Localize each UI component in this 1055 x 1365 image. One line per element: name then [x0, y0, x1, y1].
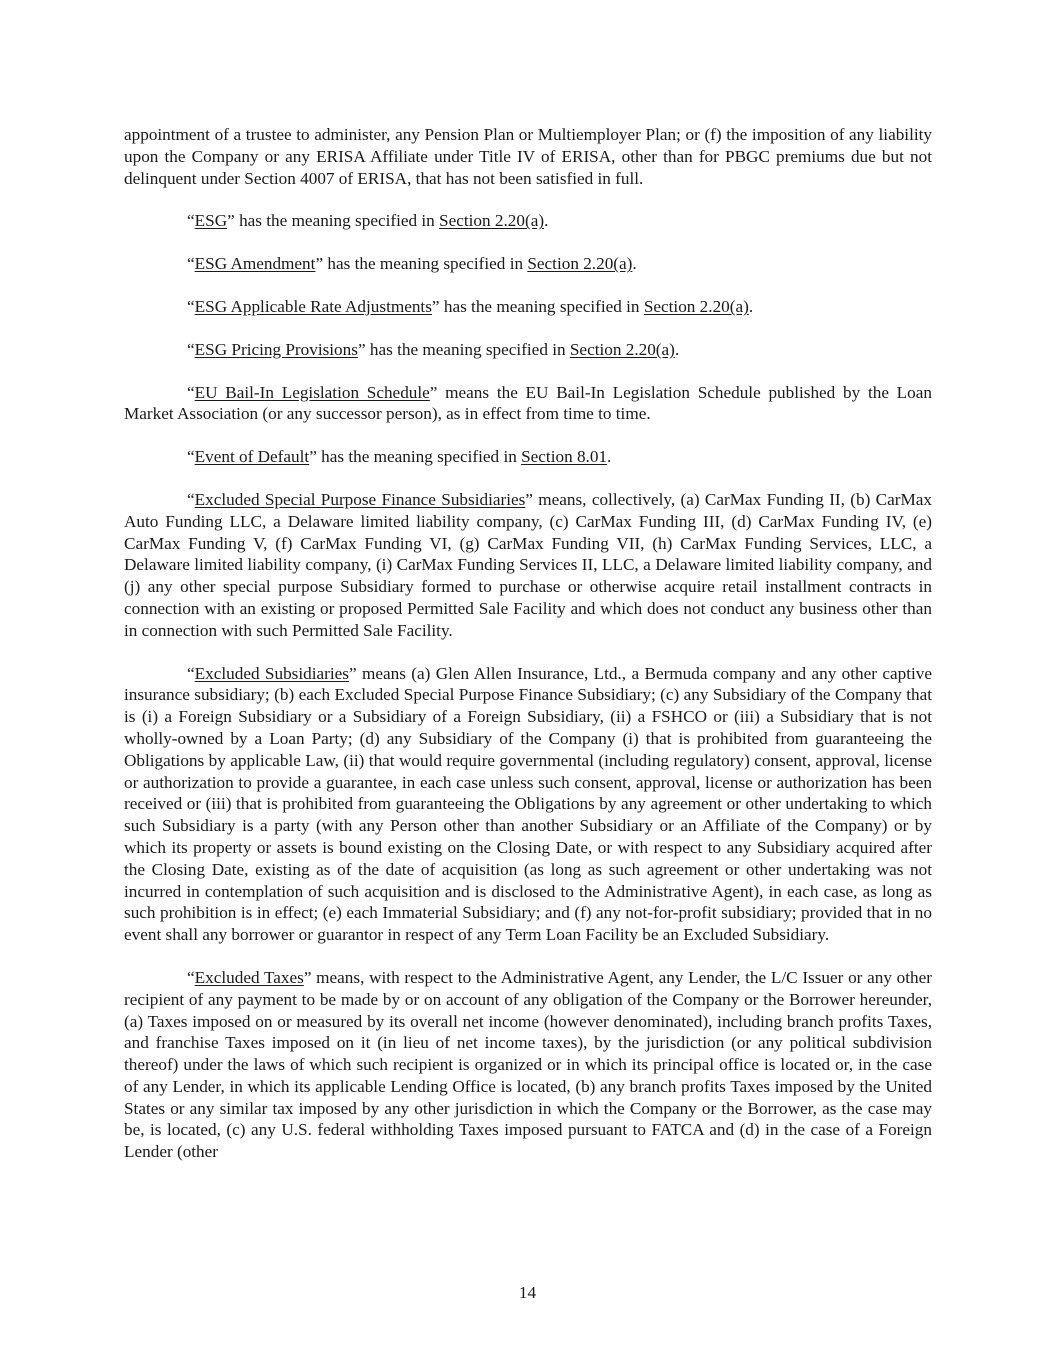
- definition-text: means, collectively, (a) CarMax Funding II, (b) CarMax Auto Funding LLC, a Delaware limited liability company, (c) CarMax Funding III, (d) CarMax Funding IV, (e) CarMax Funding V, (f) CarMax Funding VI, (g) CarMax Funding VII, (h) CarMax Funding Services, LLC, a Delaware limited liability company, (i) CarMax Funding Services II, LLC, a Delaware limited liability company, and (j) any other special purpose Subsidiary formed to purchase or otherwise acquire retail installment contracts in connection with an existing or proposed Permitted Sale Facility and which does not conduct any business other than in connection with such Permitted Sale Facility.: [124, 489, 932, 640]
- section-reference: Section 2.20(a): [527, 254, 633, 274]
- close-quote: ”: [431, 296, 440, 316]
- section-reference: Section 8.01: [521, 447, 608, 467]
- definition-text: has the meaning specified in: [323, 254, 528, 274]
- close-quote: ”: [429, 382, 438, 402]
- definition-end: .: [544, 211, 549, 231]
- open-quote: “: [187, 663, 195, 683]
- paragraph-erisa-continuation: appointment of a trustee to administer, any Pension Plan or Multiemployer Plan; or (f) the imposition of any liability upon the Company or any ERISA Affiliate under Title IV of ERISA, other than for PBGC premiums due but not delinquent under Section 4007 of ERISA, that has not been satisfied in full.: [124, 125, 932, 188]
- definition-excluded-taxes: [124, 967, 932, 1163]
- open-quote: “: [187, 447, 195, 467]
- definition-esg: [124, 210, 932, 232]
- definition-text: has the meaning specified in: [316, 447, 522, 467]
- definition-esg-pricing-provisions: [124, 339, 932, 361]
- close-quote: ”: [357, 339, 366, 359]
- open-quote: “: [187, 489, 195, 509]
- definition-text: has the meaning specified in: [439, 296, 644, 316]
- definition-esg-applicable-rate-adjustments: [124, 296, 932, 318]
- definition-text: means, with respect to the Administrative Agent, any Lender, the L/C Issuer or any other recipient of any payment to be made by or on account of any obligation of the Company or the Borrower hereunder, (a) Taxes imposed on or measured by its overall net income (however denominated), including branch profits Taxes, and franchise Taxes imposed on it (in lieu of net income taxes), by the jurisdiction (or any political subdivision thereof) under the laws of which such recipient is organized or in which its principal office is located or, in the case of any Lender, in which its applicable Lending Office is located, (b) any branch profits Taxes imposed by the United States or any similar tax imposed by any other jurisdiction in which the Company or the Borrower, as the case may be, is located, (c) any U.S. federal withholding Taxes imposed pursuant to FATCA and (d) in the case of a Foreign Lender (other: [124, 967, 932, 1162]
- definition-text: has the meaning specified in: [365, 339, 570, 359]
- page-number: 14: [518, 1283, 537, 1302]
- close-quote: ”: [315, 254, 324, 274]
- close-quote: ”: [309, 447, 317, 467]
- definition-end: .: [607, 447, 612, 467]
- definition-end: .: [632, 254, 637, 274]
- close-quote: ”: [227, 211, 235, 231]
- close-quote: ”: [348, 663, 357, 683]
- open-quote: “: [187, 211, 195, 231]
- definition-excluded-special-purpose-finance-subsidiaries: [124, 489, 932, 642]
- defined-term: ESG Amendment: [194, 254, 316, 274]
- defined-term: Excluded Special Purpose Finance Subsidiaries: [194, 489, 526, 509]
- definition-excluded-subsidiaries: [124, 663, 932, 946]
- open-quote: “: [187, 339, 195, 359]
- close-quote: ”: [303, 967, 312, 987]
- definition-end: .: [748, 296, 754, 316]
- section-reference: Section 2.20(a): [439, 211, 545, 231]
- definition-text: has the meaning specified in: [234, 211, 440, 231]
- definition-esg-amendment: [124, 253, 932, 275]
- open-quote: “: [187, 382, 195, 402]
- definition-event-of-default: [124, 446, 932, 468]
- defined-term: Excluded Taxes: [194, 967, 304, 987]
- defined-term: Event of Default: [194, 447, 310, 467]
- definition-eu-bail-in-legislation-schedule: [124, 382, 932, 426]
- definition-text: means the EU Bail-In Legislation Schedule published by the Loan Market Association (or any successor person), as in effect from time to time.: [124, 382, 932, 424]
- document-page: [124, 124, 932, 1184]
- defined-term: ESG: [194, 211, 228, 231]
- defined-term: EU Bail-In Legislation Schedule: [194, 382, 430, 402]
- defined-term: Excluded Subsidiaries: [194, 663, 349, 683]
- section-reference: Section 2.20(a): [569, 339, 675, 359]
- open-quote: “: [187, 296, 195, 316]
- section-reference: Section 2.20(a): [643, 296, 749, 316]
- close-quote: ”: [525, 489, 533, 509]
- definition-end: .: [674, 339, 680, 359]
- definition-text: means (a) Glen Allen Insurance, Ltd., a Bermuda company and any other captive insurance subsidiary; (b) each Excluded Special Purpose Finance Subsidiary; (c) any Subsidiary of the Company that is (i) a Foreign Subsidiary or a Subsidiary of a Foreign Subsidiary, (ii) a FSHCO or (iii) a Subsidiary that is not wholly-owned by a Loan Party; (d) any Subsidiary of the Company (i) that is prohibited from guaranteeing the Obligations by applicable Law, (ii) that would require governmental (including regulatory) consent, approval, license or authorization to provide a guarantee, in each case unless such consent, approval, license or authorization has been received or (iii) that is prohibited from guaranteeing the Obligations by any agreement or other undertaking to which such Subsidiary is a party (with any Person other than another Subsidiary or an Affiliate of the Company) or by which its property or assets is bound existing on the Closing Date, or with respect to any Subsidiary acquired after the Closing Date, existing as of the date of acquisition (as long as such agreement or other undertaking was not incurred in contemplation of such acquisition and is disclosed to the Administrative Agent), in each case, as long as such prohibition is in effect; (e) each Immaterial Subsidiary; and (f) any not-for-profit subsidiary; provided that in no event shall any borrower or guarantor in respect of any Term Loan Facility be an Excluded Subsidiary.: [124, 663, 932, 945]
- defined-term: ESG Applicable Rate Adjustments: [194, 296, 432, 316]
- open-quote: “: [187, 967, 195, 987]
- open-quote: “: [187, 254, 195, 274]
- defined-term: ESG Pricing Provisions: [194, 339, 358, 359]
